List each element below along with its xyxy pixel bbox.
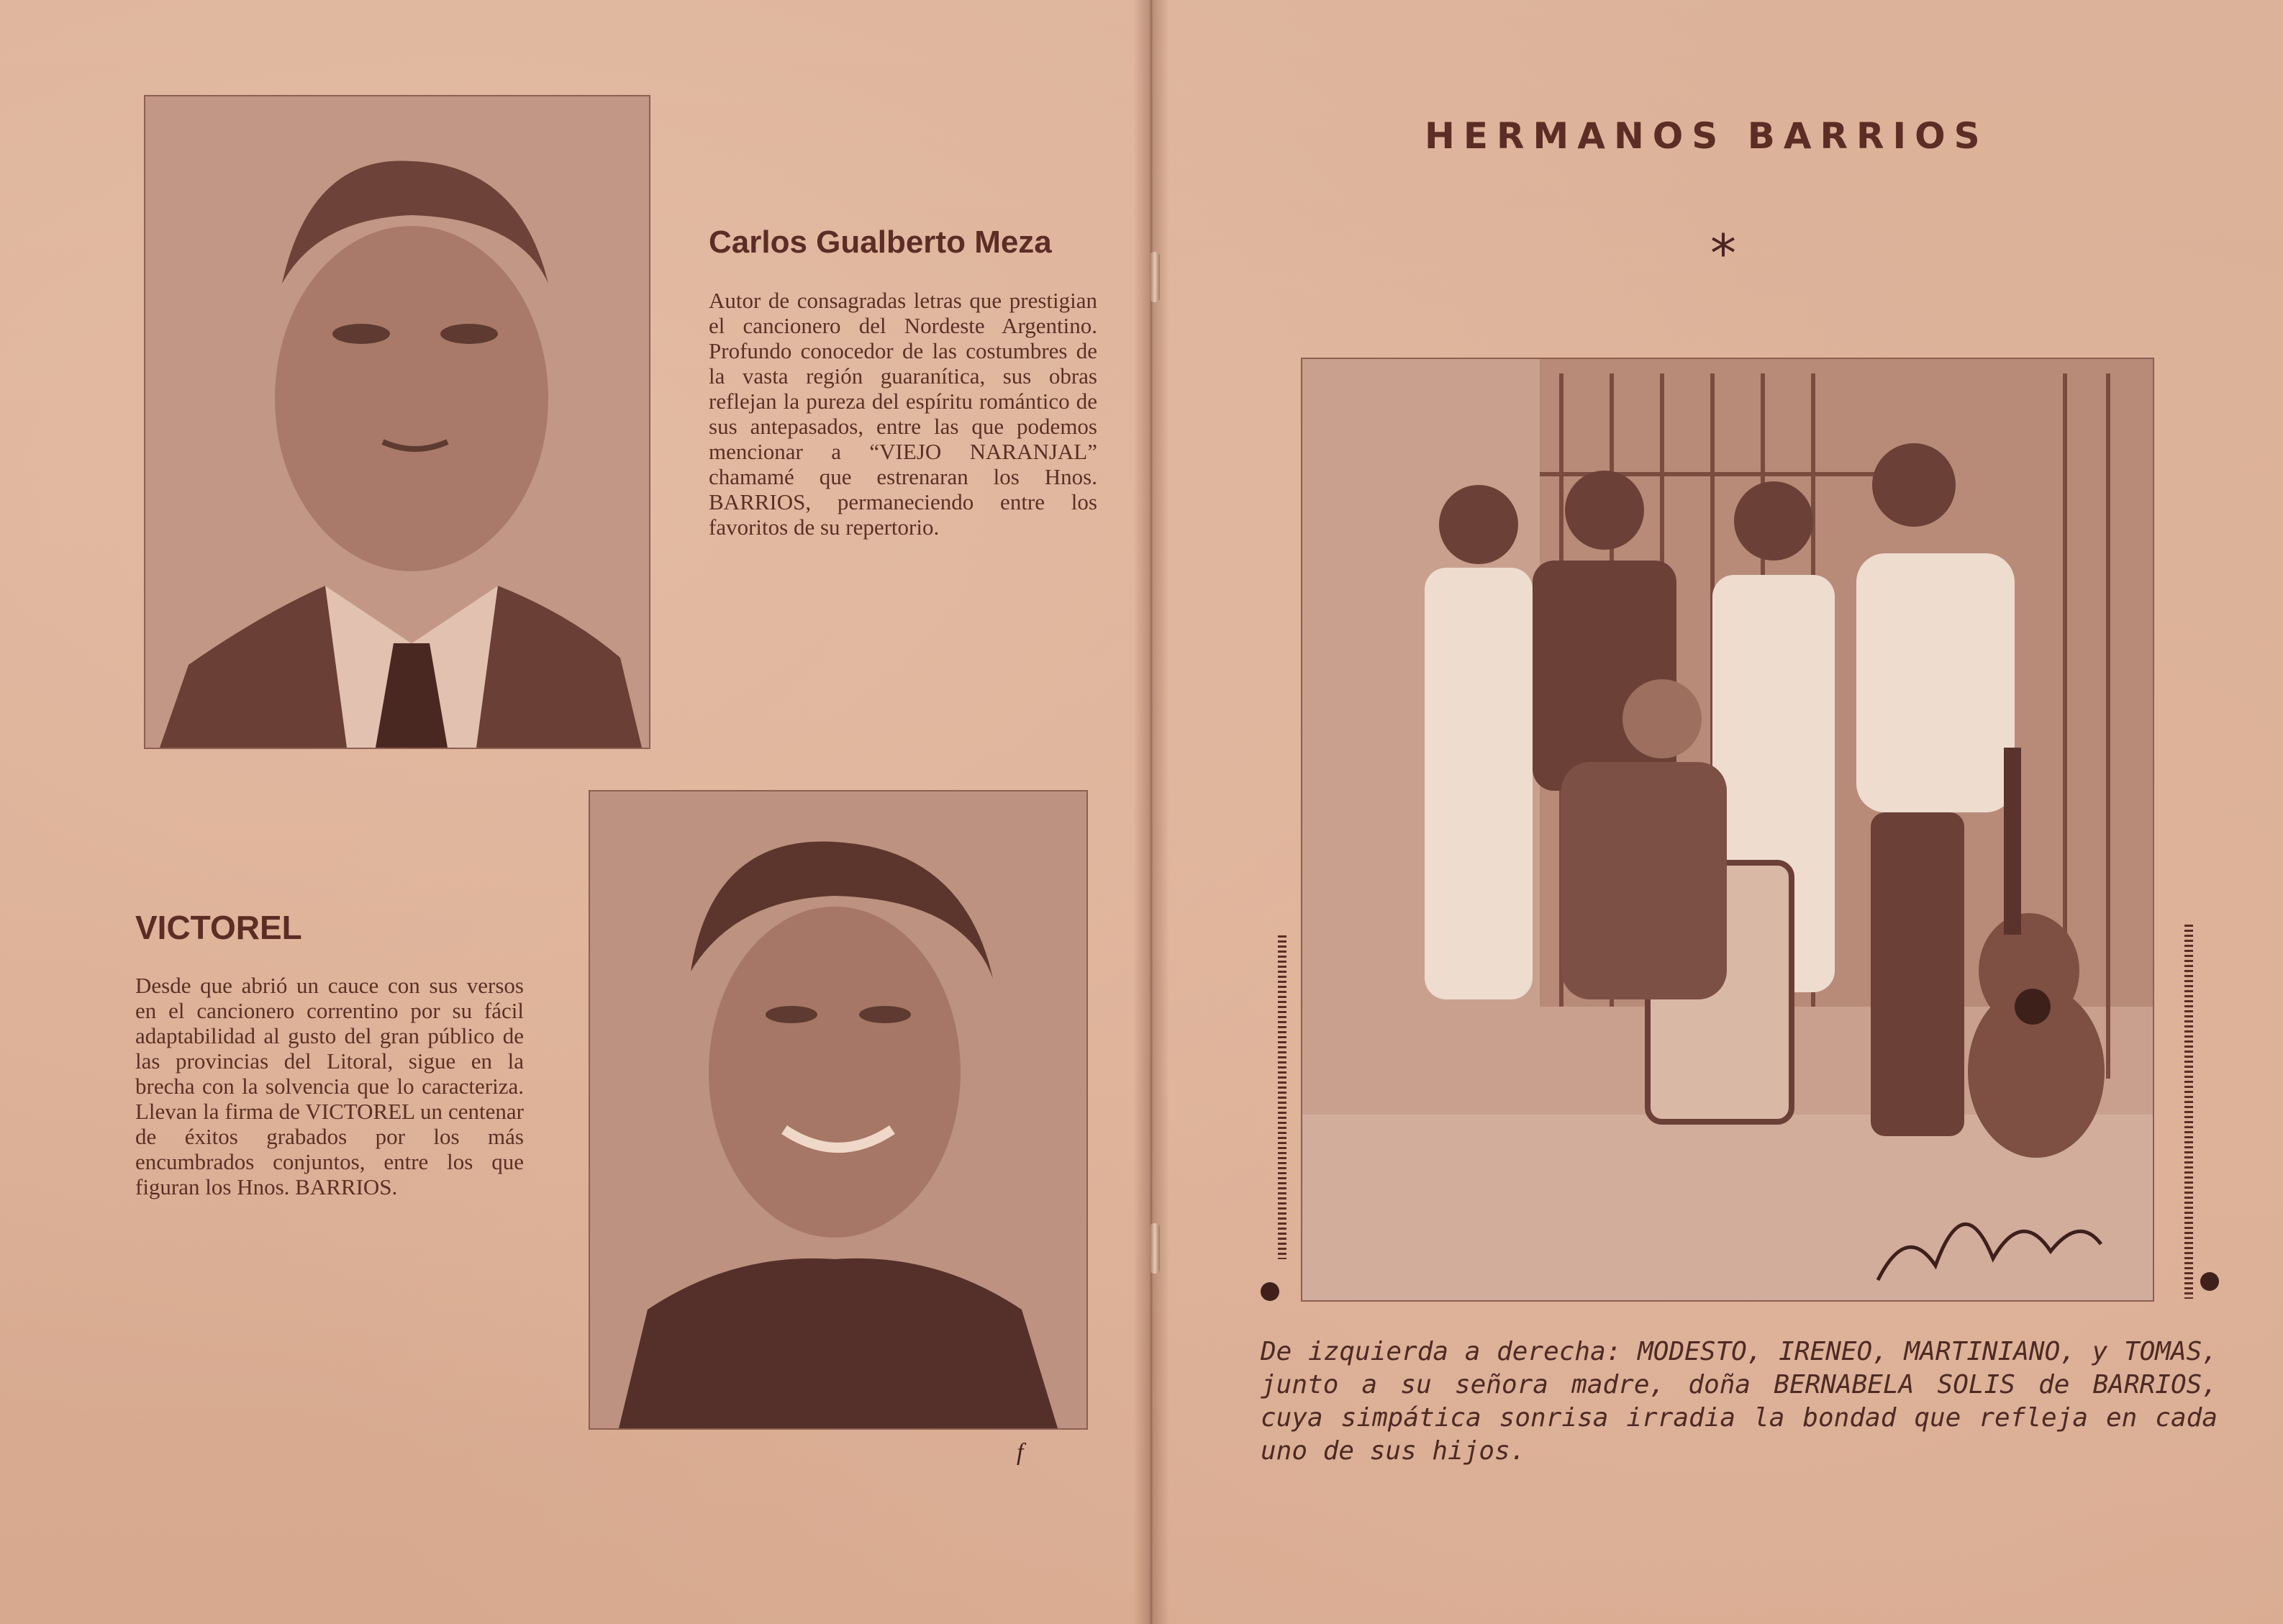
photo-caption: De izquierda a derecha: MODESTO, IRENEO, MARTINIANO, y TOMAS, junto a su señora madre, doña BERNABELA SOLIS de BARRIOS, cuya simpática sonrisa irradia la bondad que refleja en cada uno de sus hijos.	[1261, 1337, 2218, 1466]
barrios-group-photo-image	[1302, 359, 2153, 1300]
left-dot	[1261, 1282, 1279, 1301]
victorel-bio: Desde que abrió un cauce con sus versos en el cancionero correntino por su fácil adaptabilidad al gusto del gran público de las provincias del Litoral, sigue en la brecha con la solvencia que lo caracteriza. Llevan la firma de VICTOREL un centenar de éxitos grabados por los más encumbrados conjuntos, entre los que figuran los Hnos. BARRIOS.	[135, 973, 524, 1199]
page-mark: f	[1017, 1439, 1024, 1466]
meza-bio: Autor de consagradas letras que prestigian el cancionero del Nordeste Argentino. Profundo conocedor de las costumbres de la vasta región guaranítica, sus obras reflejan la pureza del espíritu romántico de sus antepasados, entre las que podemos mencionar a “VIEJO NARANJAL” chamamé que estrenaran los Hnos. BARRIOS, permaneciendo entre los favoritos de su repertorio.	[709, 288, 1097, 540]
left-rule	[1278, 935, 1286, 1259]
victorel-portrait-image	[590, 791, 1086, 1428]
page-title: HERMANOS BARRIOS	[1425, 115, 1989, 157]
meza-portrait	[144, 95, 650, 749]
meza-portrait-image	[145, 96, 649, 748]
victorel-name: VICTOREL	[135, 909, 302, 946]
meza-name: Carlos Gualberto Meza	[709, 224, 1052, 260]
victorel-portrait	[589, 790, 1088, 1430]
right-rule	[2184, 925, 2193, 1299]
right-dot	[2200, 1272, 2219, 1291]
barrios-group-photo	[1301, 358, 2154, 1302]
star-ornament: *	[1710, 223, 1736, 283]
